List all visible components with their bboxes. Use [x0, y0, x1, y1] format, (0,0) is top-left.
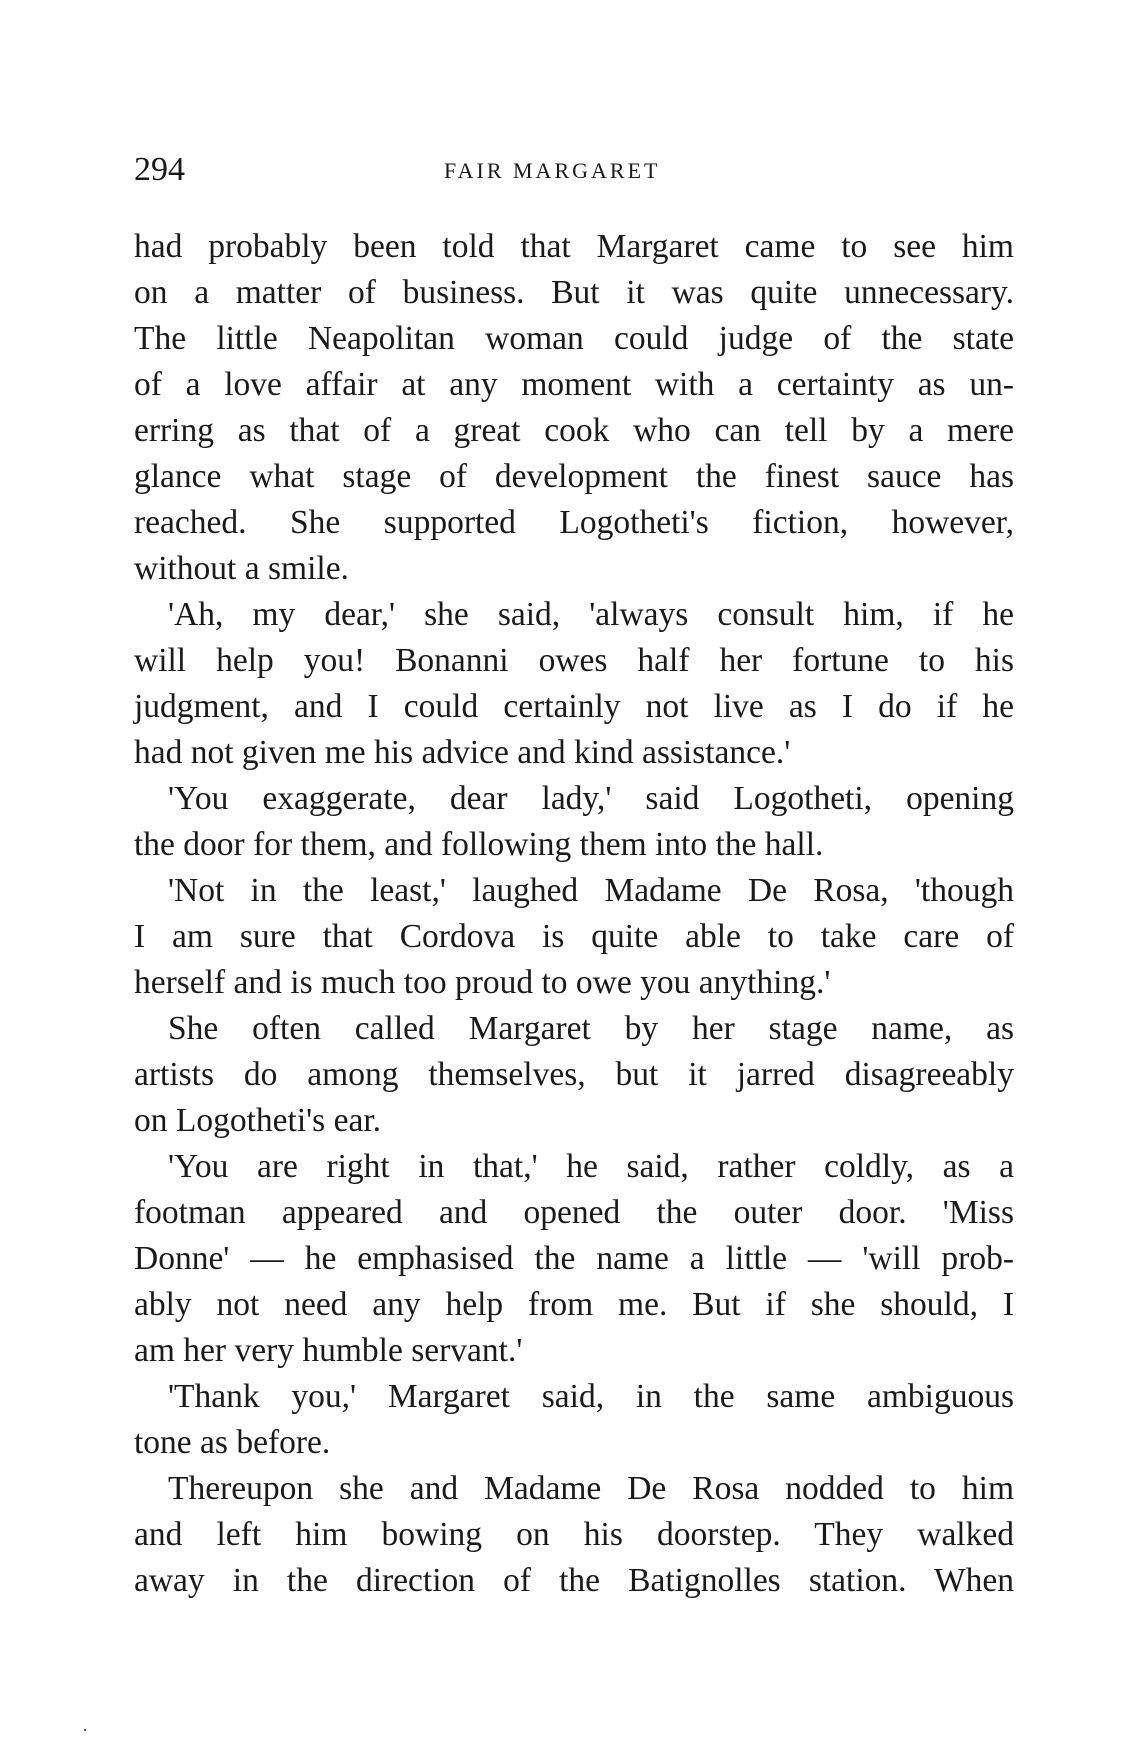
print-speck	[84, 1729, 86, 1731]
page-number: 294	[134, 151, 185, 188]
text-line: on Logotheti's ear.	[134, 1102, 381, 1139]
text-line: glance what stage of development the finest sauce has	[134, 458, 1014, 495]
text-line: Thereupon she and Madame De Rosa nodded to him	[168, 1470, 1014, 1507]
body-text	[134, 224, 1014, 1604]
text-line: 'You exaggerate, dear lady,' said Logotheti, opening	[168, 780, 1014, 817]
running-title: FAIR MARGARET	[444, 158, 661, 183]
text-line: herself and is much too proud to owe you anything.'	[134, 964, 831, 1001]
text-line: had not given me his advice and kind assistance.'	[134, 734, 791, 771]
text-line: judgment, and I could certainly not live as I do if he	[134, 688, 1014, 725]
text-line: tone as before.	[134, 1424, 331, 1461]
text-line: 'Thank you,' Margaret said, in the same ambiguous	[168, 1378, 1014, 1415]
text-line: Donne' — he emphasised the name a little — 'will prob-	[134, 1240, 1014, 1277]
text-line: reached. She supported Logotheti's fiction, however,	[134, 504, 1014, 541]
text-line: had probably been told that Margaret came to see him	[134, 228, 1014, 265]
text-line: of a love affair at any moment with a certainty as un-	[134, 366, 1014, 403]
text-line: away in the direction of the Batignolles station. When	[134, 1562, 1014, 1599]
text-line: on a matter of business. But it was quite unnecessary.	[134, 274, 1014, 311]
text-line: am her very humble servant.'	[134, 1332, 523, 1369]
text-line: the door for them, and following them into the hall.	[134, 826, 824, 863]
text-line: and left him bowing on his doorstep. They walked	[134, 1516, 1014, 1553]
text-line: artists do among themselves, but it jarred disagreeably	[134, 1056, 1014, 1093]
text-line: without a smile.	[134, 550, 349, 587]
text-line: ably not need any help from me. But if she should, I	[134, 1286, 1014, 1323]
text-line: will help you! Bonanni owes half her fortune to his	[134, 642, 1014, 679]
text-line: The little Neapolitan woman could judge of the state	[134, 320, 1014, 357]
text-line: 'You are right in that,' he said, rather coldly, as a	[168, 1148, 1014, 1185]
running-head	[134, 150, 1004, 190]
text-line: I am sure that Cordova is quite able to take care of	[134, 918, 1014, 955]
text-line: She often called Margaret by her stage name, as	[168, 1010, 1014, 1047]
text-line: 'Ah, my dear,' she said, 'always consult him, if he	[168, 596, 1014, 633]
text-line: 'Not in the least,' laughed Madame De Rosa, 'though	[168, 872, 1014, 909]
text-line: footman appeared and opened the outer door. 'Miss	[134, 1194, 1014, 1231]
text-line: erring as that of a great cook who can tell by a mere	[134, 412, 1014, 449]
